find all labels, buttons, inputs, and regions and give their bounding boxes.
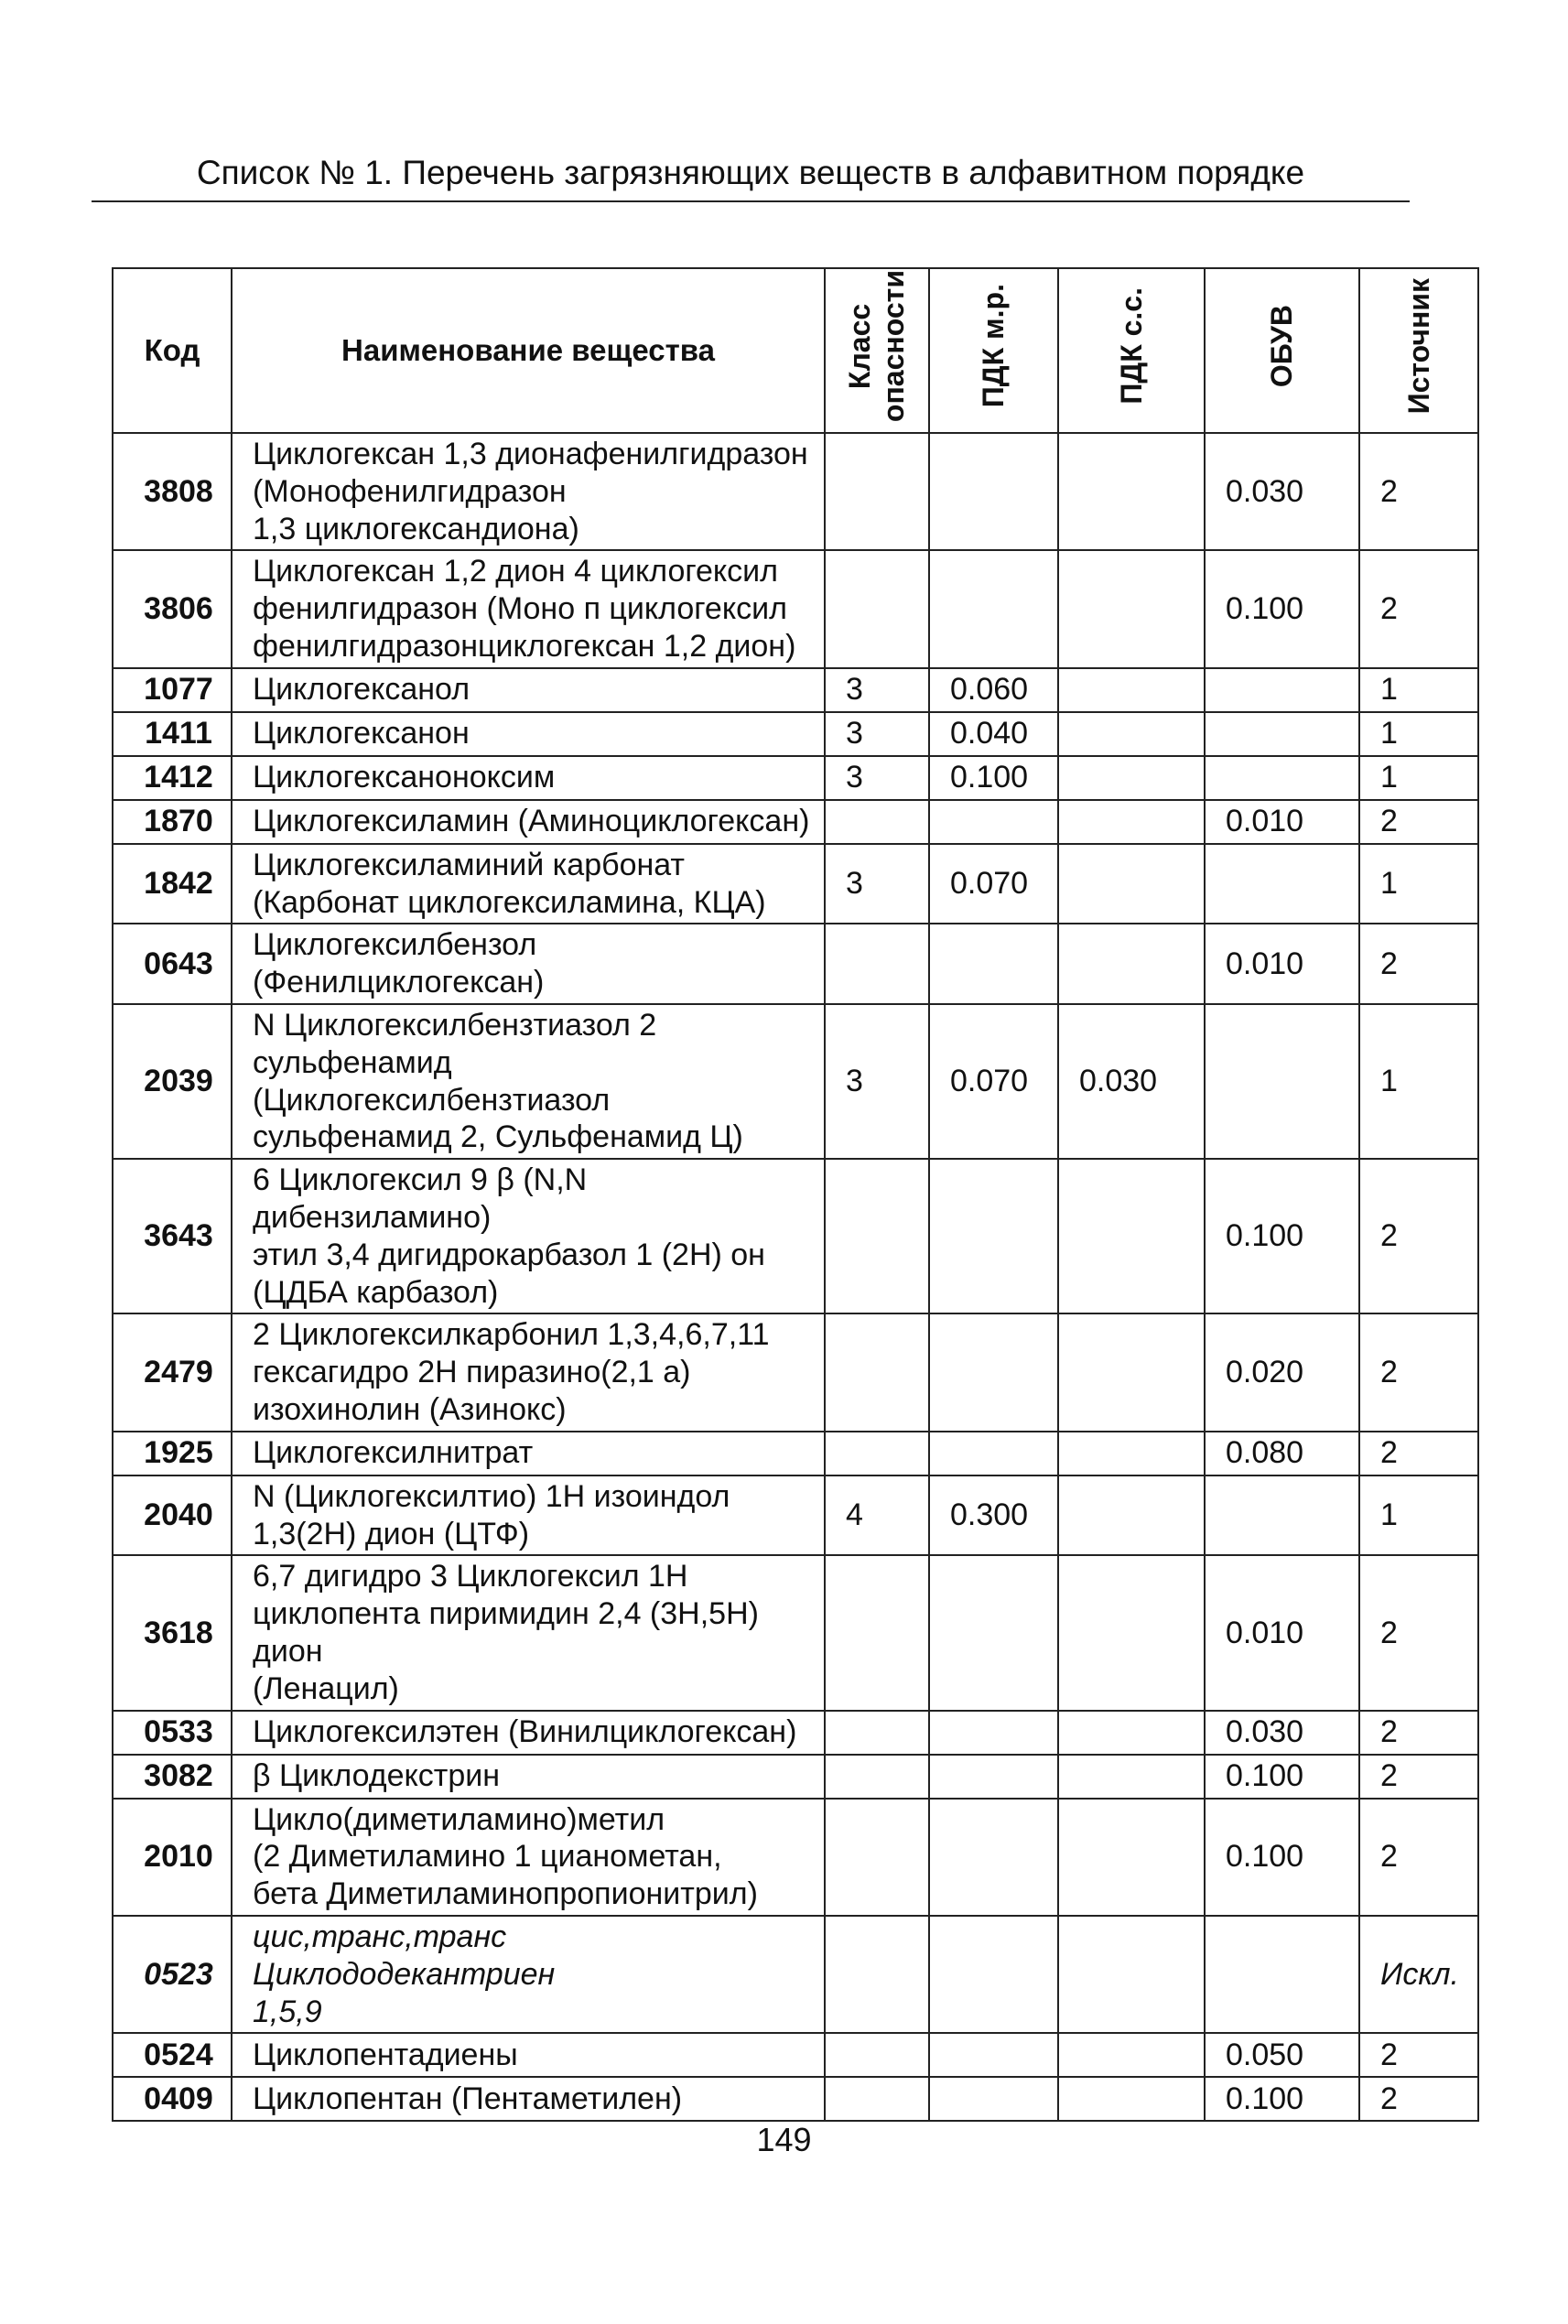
table-row	[113, 844, 1478, 924]
page-title: Список № 1. Перечень загрязняющих веществ в алфавитном порядке	[196, 154, 1305, 191]
name-line: (Ленацил)	[253, 1670, 399, 1706]
name-line: (Карбонат циклогексиламина, КЦА)	[253, 884, 766, 920]
cell-source: 2	[1359, 1555, 1478, 1710]
cell-code: 2040	[113, 1475, 232, 1556]
cell-pdk-mr	[929, 1916, 1058, 2033]
name-line: β Циклодекстрин	[253, 1758, 501, 1794]
name-line: (Монофенилгидразон	[253, 473, 567, 509]
cell-pdk-mr: 0.100	[929, 756, 1058, 800]
cell-obuv: 0.010	[1205, 924, 1359, 1004]
cell-code: 1411	[113, 712, 232, 756]
cell-obuv: 0.030	[1205, 433, 1359, 550]
cell-pdk-mr	[929, 2033, 1058, 2077]
cell-source: 1	[1359, 756, 1478, 800]
name-line: 1,5,9	[253, 1994, 322, 2029]
name-line: бета Диметиламинопропионитрил)	[253, 1876, 758, 1912]
name-line: Циклогексан 1,2 дион 4 циклогексил	[253, 554, 779, 589]
cell-name	[232, 1475, 825, 1556]
table-row	[113, 2077, 1478, 2121]
cell-name	[232, 844, 825, 924]
cell-code: 1870	[113, 800, 232, 844]
name-line: Циклогексилэтен (Винилциклогексан)	[253, 1714, 797, 1750]
cell-code: 1412	[113, 756, 232, 800]
cell-name	[232, 550, 825, 667]
cell-name	[232, 1711, 825, 1755]
cell-source: 2	[1359, 433, 1478, 550]
cell-source: 2	[1359, 1313, 1478, 1431]
name-line: Циклогексиламиний карбонат	[253, 847, 685, 882]
cell-hazard-class	[825, 1432, 929, 1475]
name-line: (ЦДБА карбазол)	[253, 1274, 499, 1310]
name-line: 6 Циклогексил 9 β (N,N дибензиламино)	[253, 1162, 588, 1235]
cell-pdk-ss	[1058, 924, 1205, 1004]
cell-code: 3618	[113, 1555, 232, 1710]
cell-obuv: 0.100	[1205, 550, 1359, 667]
cell-pdk-ss	[1058, 2077, 1205, 2121]
cell-source: 1	[1359, 712, 1478, 756]
cell-source: 1	[1359, 668, 1478, 712]
cell-name	[232, 1004, 825, 1159]
cell-code: 2010	[113, 1799, 232, 1916]
cell-code: 2039	[113, 1004, 232, 1159]
header-hazard-class	[825, 268, 929, 433]
cell-pdk-mr	[929, 1555, 1058, 1710]
header-code: Код	[113, 268, 232, 433]
table-header-row	[113, 268, 1478, 433]
table-row	[113, 712, 1478, 756]
cell-obuv: 0.010	[1205, 1555, 1359, 1710]
name-line: Цикло(диметиламино)метил	[253, 1801, 665, 1837]
header-pdk-mr	[929, 268, 1058, 433]
cell-pdk-mr	[929, 1313, 1058, 1431]
cell-source: 2	[1359, 1711, 1478, 1755]
cell-pdk-ss	[1058, 1432, 1205, 1475]
title-divider	[92, 200, 1410, 202]
cell-name	[232, 2077, 825, 2121]
name-line: (2 Диметиламино 1 цианометан,	[253, 1839, 722, 1875]
cell-name	[232, 712, 825, 756]
name-line: Циклопентадиены	[253, 2037, 518, 2072]
cell-hazard-class	[825, 433, 929, 550]
cell-hazard-class	[825, 1313, 929, 1431]
cell-obuv	[1205, 1475, 1359, 1556]
cell-pdk-ss	[1058, 1475, 1205, 1556]
table-row	[113, 1313, 1478, 1431]
cell-hazard-class	[825, 1555, 929, 1710]
cell-name	[232, 1159, 825, 1313]
cell-hazard-class	[825, 2077, 929, 2121]
cell-pdk-mr: 0.300	[929, 1475, 1058, 1556]
cell-pdk-mr: 0.070	[929, 1004, 1058, 1159]
name-line: гексагидро 2Н пиразино(2,1 а)	[253, 1355, 691, 1390]
cell-pdk-ss	[1058, 1711, 1205, 1755]
cell-code: 1925	[113, 1432, 232, 1475]
table-body	[113, 433, 1478, 2121]
cell-pdk-ss	[1058, 1799, 1205, 1916]
cell-name	[232, 1755, 825, 1799]
name-line: Циклогексан 1,3 дионафенилгидразон	[253, 437, 808, 471]
header-name: Наименование вещества	[232, 268, 825, 433]
name-line: 6,7 дигидро 3 Циклогексил 1Н	[253, 1559, 688, 1594]
cell-obuv: 0.100	[1205, 2077, 1359, 2121]
cell-pdk-mr	[929, 433, 1058, 550]
cell-hazard-class	[825, 1159, 929, 1313]
cell-pdk-ss	[1058, 756, 1205, 800]
cell-code: 0533	[113, 1711, 232, 1755]
cell-name	[232, 1799, 825, 1916]
cell-name	[232, 756, 825, 800]
table-row	[113, 668, 1478, 712]
header-pdk-ss-text: ПДК с.с.	[1114, 287, 1148, 405]
table-row	[113, 2033, 1478, 2077]
cell-obuv: 0.010	[1205, 800, 1359, 844]
cell-pdk-ss	[1058, 550, 1205, 667]
cell-code: 0524	[113, 2033, 232, 2077]
cell-hazard-class	[825, 550, 929, 667]
cell-pdk-mr	[929, 800, 1058, 844]
cell-source: 2	[1359, 1432, 1478, 1475]
table-row	[113, 924, 1478, 1004]
table-row	[113, 1755, 1478, 1799]
cell-name	[232, 800, 825, 844]
header-obuv	[1205, 268, 1359, 433]
cell-pdk-mr	[929, 1755, 1058, 1799]
cell-pdk-ss	[1058, 800, 1205, 844]
header-pdk-ss	[1058, 268, 1205, 433]
name-line: сульфенамид 2, Сульфенамид Ц)	[253, 1119, 743, 1155]
header-hazard-class-line-2: опасности	[877, 270, 910, 423]
cell-pdk-mr	[929, 1711, 1058, 1755]
page-number: 149	[756, 2121, 812, 2158]
cell-name	[232, 1313, 825, 1431]
name-line: фенилгидразон (Моно п циклогексил	[253, 591, 787, 627]
name-line: Циклогексанон	[253, 716, 470, 751]
cell-hazard-class: 3	[825, 844, 929, 924]
name-line: N (Циклогексилтио) 1Н изоиндол	[253, 1478, 730, 1514]
cell-code: 0523	[113, 1916, 232, 2033]
cell-source: 2	[1359, 1755, 1478, 1799]
cell-hazard-class: 3	[825, 1004, 929, 1159]
cell-pdk-ss	[1058, 668, 1205, 712]
cell-obuv: 0.020	[1205, 1313, 1359, 1431]
cell-source: 2	[1359, 1799, 1478, 1916]
name-line: Циклогексилбензол (Фенилциклогексан)	[253, 927, 545, 1000]
cell-obuv: 0.100	[1205, 1755, 1359, 1799]
cell-source: 1	[1359, 1004, 1478, 1159]
cell-source: 2	[1359, 2077, 1478, 2121]
header-hazard-class-text	[843, 270, 911, 422]
cell-obuv	[1205, 668, 1359, 712]
header-pdk-mr-text: ПДК м.р.	[977, 284, 1011, 408]
cell-pdk-ss	[1058, 433, 1205, 550]
cell-hazard-class	[825, 800, 929, 844]
cell-pdk-ss	[1058, 1313, 1205, 1431]
cell-name	[232, 1432, 825, 1475]
cell-name	[232, 1916, 825, 2033]
cell-source: 2	[1359, 550, 1478, 667]
table-row	[113, 1799, 1478, 1916]
name-line: этил 3,4 дигидрокарбазол 1 (2Н) он	[253, 1237, 765, 1272]
cell-obuv	[1205, 844, 1359, 924]
cell-pdk-mr	[929, 924, 1058, 1004]
cell-pdk-mr: 0.070	[929, 844, 1058, 924]
header-source	[1359, 268, 1478, 433]
cell-hazard-class	[825, 1799, 929, 1916]
table-row	[113, 1004, 1478, 1159]
name-line: 1,3 циклогександиона)	[253, 511, 579, 546]
cell-obuv	[1205, 712, 1359, 756]
cell-pdk-mr	[929, 2077, 1058, 2121]
name-line: сульфенамид (Циклогексилбензтиазол	[253, 1044, 611, 1118]
cell-pdk-ss	[1058, 712, 1205, 756]
cell-hazard-class	[825, 924, 929, 1004]
cell-code: 0409	[113, 2077, 232, 2121]
cell-hazard-class: 3	[825, 756, 929, 800]
cell-source: 2	[1359, 1159, 1478, 1313]
cell-hazard-class	[825, 1711, 929, 1755]
table-row	[113, 1711, 1478, 1755]
cell-code: 3643	[113, 1159, 232, 1313]
table-row	[113, 1159, 1478, 1313]
table-row	[113, 1916, 1478, 2033]
name-line: Циклопентан (Пентаметилен)	[253, 2081, 683, 2116]
cell-pdk-mr	[929, 1799, 1058, 1916]
cell-pdk-ss	[1058, 1159, 1205, 1313]
name-line: Циклогексиламин (Аминоциклогексан)	[253, 804, 810, 839]
table-row	[113, 756, 1478, 800]
table-row	[113, 550, 1478, 667]
pollutants-table	[112, 267, 1479, 2122]
cell-pdk-mr: 0.060	[929, 668, 1058, 712]
cell-pdk-mr: 0.040	[929, 712, 1058, 756]
name-line: 1,3(2Н) дион (ЦТФ)	[253, 1516, 530, 1551]
cell-pdk-ss	[1058, 2033, 1205, 2077]
cell-code: 3806	[113, 550, 232, 667]
cell-code: 2479	[113, 1313, 232, 1431]
cell-pdk-mr	[929, 1159, 1058, 1313]
cell-hazard-class	[825, 1755, 929, 1799]
cell-pdk-mr	[929, 550, 1058, 667]
table-row	[113, 1475, 1478, 1556]
header-hazard-class-line-1: Класс	[843, 303, 877, 389]
cell-pdk-ss	[1058, 1916, 1205, 2033]
cell-obuv: 0.030	[1205, 1711, 1359, 1755]
name-line: Циклогексилнитрат	[253, 1435, 534, 1471]
table-row	[113, 433, 1478, 550]
cell-code: 3082	[113, 1755, 232, 1799]
cell-pdk-ss	[1058, 1555, 1205, 1710]
name-line: 2 Циклогексилкарбонил 1,3,4,6,7,11	[253, 1317, 770, 1353]
cell-obuv: 0.100	[1205, 1159, 1359, 1313]
table-row	[113, 1432, 1478, 1475]
cell-hazard-class: 4	[825, 1475, 929, 1556]
cell-code: 1842	[113, 844, 232, 924]
cell-source: Искл.	[1359, 1916, 1478, 2033]
header-source-text: Источник	[1401, 277, 1435, 415]
cell-pdk-mr	[929, 1432, 1058, 1475]
cell-source: 2	[1359, 2033, 1478, 2077]
cell-source: 2	[1359, 800, 1478, 844]
cell-code: 1077	[113, 668, 232, 712]
cell-code: 0643	[113, 924, 232, 1004]
cell-obuv	[1205, 756, 1359, 800]
name-line: фенилгидразонциклогексан 1,2 дион)	[253, 628, 796, 664]
table-row	[113, 1555, 1478, 1710]
cell-obuv: 0.100	[1205, 1799, 1359, 1916]
cell-obuv	[1205, 1004, 1359, 1159]
cell-source: 2	[1359, 924, 1478, 1004]
cell-obuv: 0.080	[1205, 1432, 1359, 1475]
table-row	[113, 800, 1478, 844]
cell-name	[232, 2033, 825, 2077]
cell-hazard-class: 3	[825, 712, 929, 756]
cell-obuv: 0.050	[1205, 2033, 1359, 2077]
cell-name	[232, 668, 825, 712]
header-obuv-text: ОБУВ	[1265, 305, 1299, 388]
cell-source: 1	[1359, 1475, 1478, 1556]
cell-pdk-ss	[1058, 1755, 1205, 1799]
cell-hazard-class	[825, 2033, 929, 2077]
name-line: Циклогексаноноксим	[253, 760, 556, 795]
name-line: циклопента пиримидин 2,4 (3Н,5Н) дион	[253, 1596, 759, 1669]
cell-name	[232, 1555, 825, 1710]
cell-pdk-ss	[1058, 844, 1205, 924]
cell-obuv	[1205, 1916, 1359, 2033]
name-line: изохинолин (Азинокс)	[253, 1391, 567, 1427]
name-line: N Циклогексилбензтиазол 2	[253, 1007, 657, 1043]
name-line: Циклогексанол	[253, 672, 470, 708]
name-line: цис,транс,транс Циклододекантриен	[253, 1919, 556, 1992]
cell-hazard-class: 3	[825, 668, 929, 712]
cell-name	[232, 433, 825, 550]
cell-code: 3808	[113, 433, 232, 550]
cell-name	[232, 924, 825, 1004]
cell-pdk-ss: 0.030	[1058, 1004, 1205, 1159]
cell-hazard-class	[825, 1916, 929, 2033]
cell-source: 1	[1359, 844, 1478, 924]
